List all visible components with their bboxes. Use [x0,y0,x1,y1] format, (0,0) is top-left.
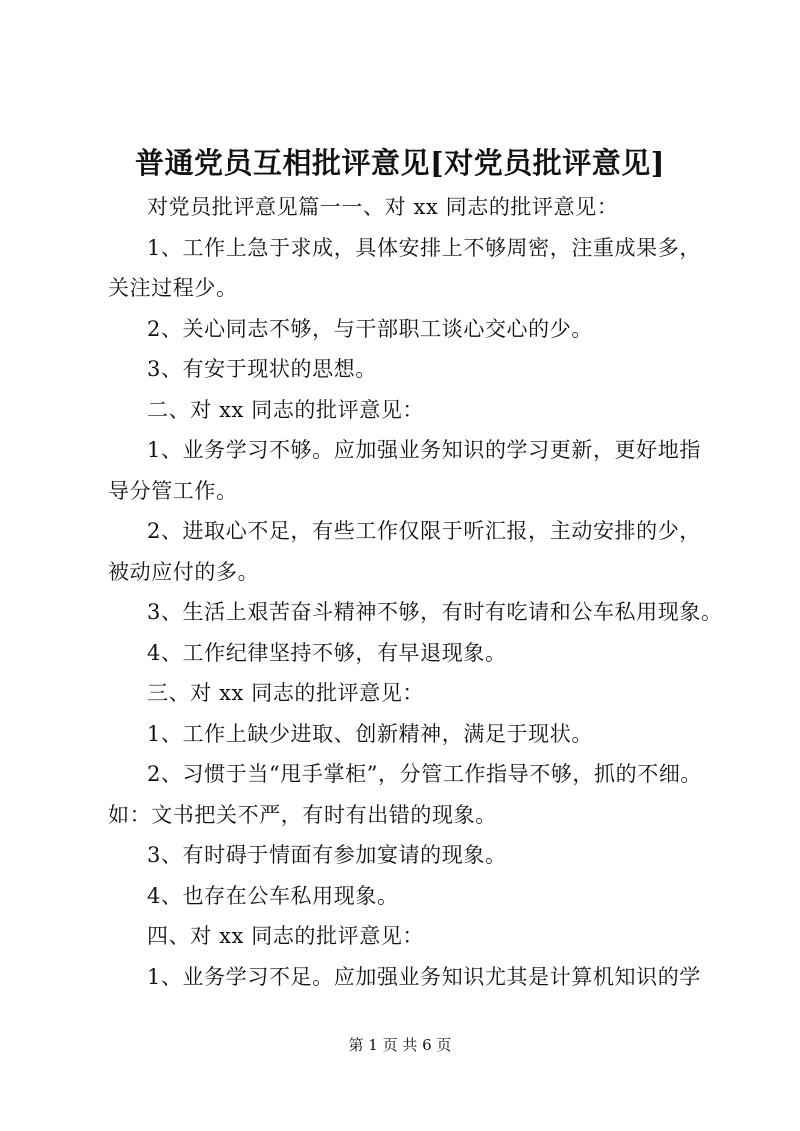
paragraph-line: 关注过程少。 [108,276,238,300]
section-heading: 二、对 xx 同志的批评意见： [147,397,425,422]
paragraph-line: 3、有安于现状的思想。 [147,357,377,381]
paragraph-line: 2、习惯于当“甩手掌柜”，分管工作指导不够，抓的不细。 [147,762,703,786]
paragraph-line: 2、进取心不足，有些工作仅限于听汇报，主动安排的少， [147,519,701,543]
paragraph-line: 1、业务学习不足。应加强业务知识尤其是计算机知识的学 [147,964,701,989]
paragraph-line: 1、业务学习不够。应加强业务知识的学习更新，更好地指 [147,438,701,462]
paragraph-line: 1、工作上急于求成，具体安排上不够周密，注重成果多， [147,235,701,260]
paragraph-line: 如：文书把关不严，有时有出错的现象。 [108,802,497,827]
page-number-footer: 第 1 页 共 6 页 [348,1036,452,1054]
paragraph-line: 1、工作上缺少进取、创新精神，满足于现状。 [147,721,593,746]
paragraph-line: 4、工作纪律坚持不够，有早退现象。 [147,640,507,665]
paragraph-line: 导分管工作。 [108,478,238,503]
document-title: 普通党员互相批评意见[对党员批评意见] [135,146,665,180]
paragraph-line: 2、关心同志不够，与干部职工谈心交心的少。 [147,316,593,341]
paragraph-line: 3、有时碍于情面有参加宴请的现象。 [147,843,507,867]
section-heading: 四、对 xx 同志的批评意见： [147,924,425,948]
paragraph-line: 对党员批评意见篇一一、对 xx 同志的批评意见： [147,195,619,219]
section-heading: 三、对 xx 同志的批评意见： [147,681,425,705]
paragraph-line: 被动应付的多。 [108,559,260,584]
paragraph-line: 3、生活上艰苦奋斗精神不够，有时有吃请和公车私用现象。 [147,600,723,624]
paragraph-line: 4、也存在公车私用现象。 [147,883,399,908]
document-body [108,187,723,997]
